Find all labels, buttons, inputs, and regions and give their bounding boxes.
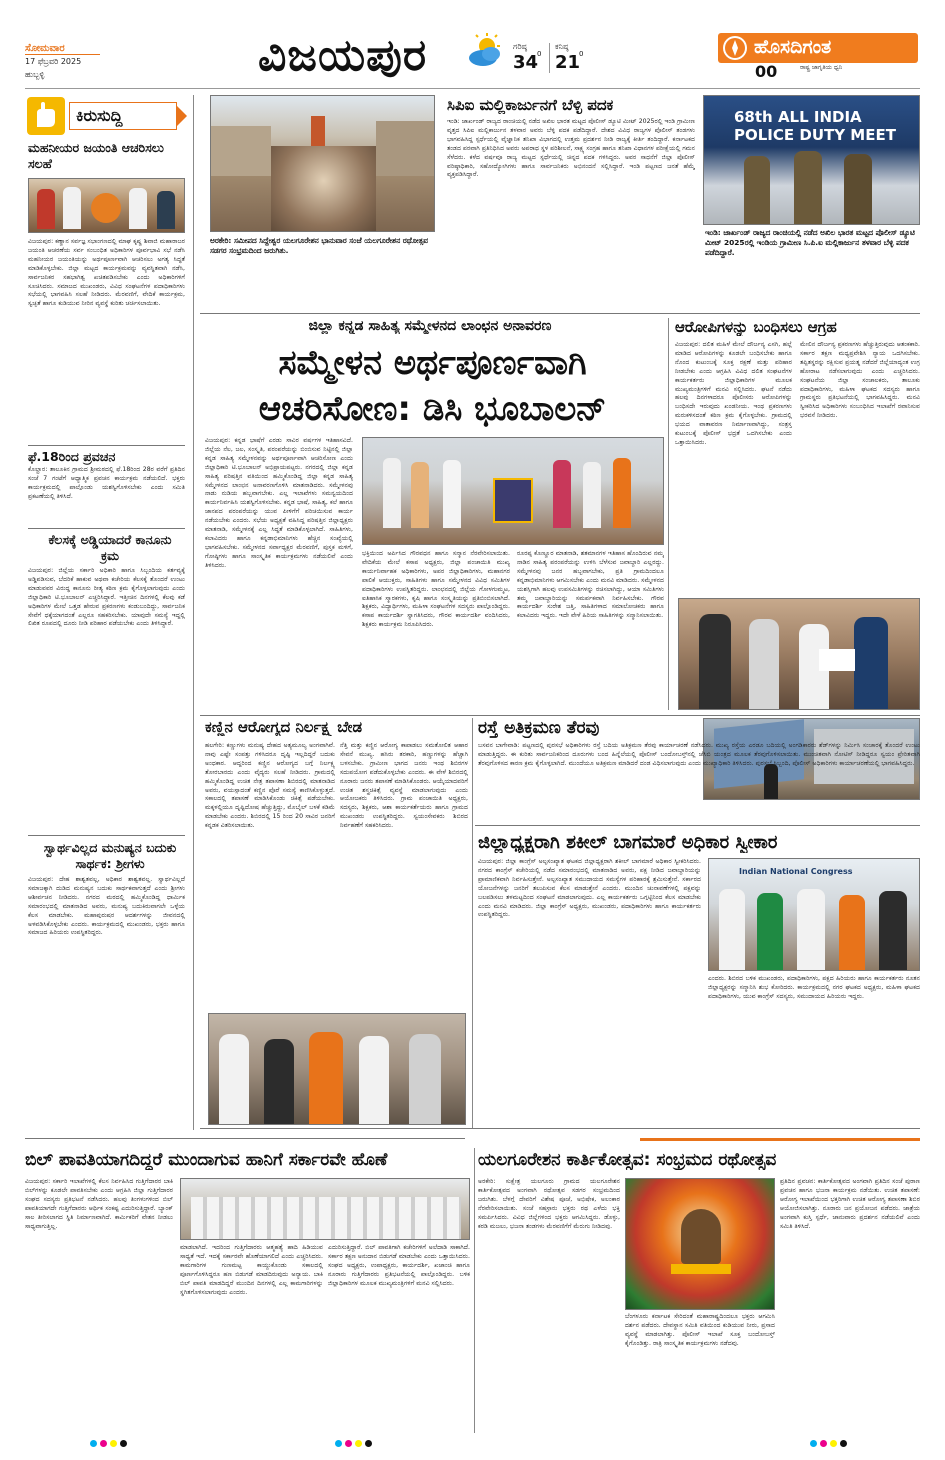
congress-office-photo <box>708 858 920 971</box>
congress-body: ವಿಜಯಪುರ: ಜಿಲ್ಲಾ ಕಾಂಗ್ರೆಸ್ ಅಲ್ಪಸಂಖ್ಯಾತ ಘಟಕದ ಜಿಲ್ಲಾಧ್ಯಕ್ಷರಾಗಿ ಶಕೀಲ್ ಬಾಗಮಾರೆ ಅಧಿಕಾರ ಸ್ವೀಕರಿಸಿದರು. ನಗರದ ಕಾಂಗ್ರೆಸ್ ಕಚೇರಿಯಲ್ಲಿ ನಡೆದ ಸಮಾರಂಭದಲ್ಲಿ ಮಾತನಾಡಿದ ಅವರು, ಪಕ್ಷ ನೀಡಿದ ಜವಾಬ್ದಾರಿಯನ್ನು ಪ್ರಾಮಾಣಿಕವಾಗಿ ನಿರ್ವಹಿಸುತ್ತೇನೆ. ಅಲ್ಪಸಂಖ್ಯಾತ ಸಮುದಾಯದ ಸಮಸ್ಯೆಗಳ ಪರಿಹಾರಕ್ಕೆ ಶ್ರಮಿಸುತ್ತೇನೆ. ಸರ್ಕಾರದ ಯೋಜನೆಗಳನ್ನು ಜನರಿಗೆ ತಲುಪಿಸುವ ಕೆಲಸ ಮಾಡುತ್ತೇನೆ ಎಂದರು. ಮುಂದಿನ ಚುನಾವಣೆಗಳಲ್ಲಿ ಪಕ್ಷವನ್ನು ಬಲಪಡಿಸಲು ತಳಮಟ್ಟದಿಂದ ಸಂಘಟನೆ ಮಾಡಲಾಗುವುದು. ಎಲ್ಲ ಕಾರ್ಯಕರ್ತರು ಒಗ್ಗಟ್ಟಿನಿಂದ ಕೆಲಸ ಮಾಡಬೇಕು ಎಂದು ಮನವಿ ಮಾಡಿದರು. ಜಿಲ್ಲಾ ಕಾಂಗ್ರೆಸ್ ಅಧ್ಯಕ್ಷರು, ಮುಖಂಡರು, ಪದಾಧಿಕಾರಿಗಳು ಹಾಗೂ ಕಾರ್ಯಕರ್ತರು ಉಪಸ್ಥಿತರಿದ್ದರು. <box>478 858 701 919</box>
road-body: ಬಸವನ ಬಾಗೇವಾಡಿ: ಪಟ್ಟಣದಲ್ಲಿ ಪುರಸಭೆ ಅಧಿಕಾರಿಗಳು ರಸ್ತೆ ಬದಿಯ ಅತಿಕ್ರಮಣ ತೆರವು ಕಾರ್ಯಾಚರಣೆ ನಡೆಸಿದರು. ಮುಖ್ಯ ರಸ್ತೆಯ ಎರಡೂ ಬದಿಯಲ್ಲಿ ಅಂಗಡಿಕಾರರು ಶೆಡ್‌ಗಳನ್ನು ನಿರ್ಮಿಸಿ ಸಂಚಾರಕ್ಕೆ ತೊಂದರೆ ಉಂಟು ಮಾಡುತ್ತಿದ್ದರು. ಈ ಕುರಿತು ಸಾರ್ವಜನಿಕರಿಂದ ದೂರುಗಳು ಬಂದ ಹಿನ್ನೆಲೆಯಲ್ಲಿ ಪೊಲೀಸ್ ಬಂದೋಬಸ್ತ್‌ನಲ್ಲಿ ಜೆಸಿಬಿ ಯಂತ್ರದ ಮೂಲಕ ತೆರವುಗೊಳಿಸಲಾಯಿತು. ಮುಂಚಿತವಾಗಿ ನೋಟಿಸ್ ನೀಡಿದ್ದರೂ ಸ್ವಯಂ ಪ್ರೇರಿತವಾಗಿ ತೆರವುಗೊಳಿಸದ ಕಾರಣ ಕ್ರಮ ಕೈಗೊಳ್ಳಲಾಗಿದೆ. ಮುಂದೆಯೂ ಅತಿಕ್ರಮಣ ಮಾಡಿದರೆ ದಂಡ ವಿಧಿಸಲಾಗುವುದು ಎಂದು ಮುಖ್ಯಾಧಿಕಾರಿ ತಿಳಿಸಿದರು. ಪುರಸಭೆ ಸಿಬ್ಬಂದಿ, ಪೊಲೀಸ್ ಅಧಿಕಾರಿಗಳು ಕಾರ್ಯಾಚರಣೆಯಲ್ಲಿ ಭಾಗವಹಿಸಿದ್ದರು. <box>478 742 920 767</box>
kirusuddi-banner <box>25 97 185 135</box>
road-headline: ರಸ್ತೆ ಅತಿಕ್ರಮಣ ತೆರವು <box>478 718 600 738</box>
kirusuddi-item-2-body: ಕೊಲ್ಹಾರ: ತಾಲೂಕಿನ ಗ್ರಾಮದ ಶ್ರೀಮಠದಲ್ಲಿ ಫೆ.18ರಿಂದ 28ರ ವರೆಗೆ ಪ್ರತಿದಿನ ಸಂಜೆ 7 ಗಂಟೆಗೆ ಆಧ್ಯಾತ್ಮಿಕ ಪ್ರವಚನ ಕಾರ್ಯಕ್ರಮ ನಡೆಯಲಿದೆ. ಭಕ್ತರು ಕಾರ್ಯಕ್ರಮದಲ್ಲಿ ಪಾಲ್ಗೊಂಡು ಯಶಸ್ವಿಗೊಳಿಸಬೇಕು ಎಂದು ಸಮಿತಿ ಪ್ರಕಟಣೆಯಲ್ಲಿ ತಿಳಿಸಿದೆ. <box>28 466 185 500</box>
masthead-date: 17 ಫೆಬ್ರವರಿ 2025 <box>25 57 82 66</box>
accused-body-col2: ಮೇಲಿನ ದೌರ್ಜನ್ಯ ಪ್ರಕರಣಗಳು ಹೆಚ್ಚುತ್ತಿರುವುದು ಆತಂಕಕಾರಿ. ಸರ್ಕಾರ ತಕ್ಷಣ ಮಧ್ಯಪ್ರವೇಶಿಸಿ ನ್ಯಾಯ ಒದಗಿಸಬೇಕು. ತಪ್ಪಿತಸ್ಥರನ್ನು ರಕ್ಷಿಸುವ ಪ್ರಯತ್ನ ನಡೆದರೆ ಜಿಲ್ಲೆಯಾದ್ಯಂತ ಉಗ್ರ ಹೋರಾಟ ನಡೆಸಲಾಗುವುದು ಎಂದು ಎಚ್ಚರಿಸಿದರು. ಸಂಘಟನೆಯ ಜಿಲ್ಲಾ ಸಂಚಾಲಕರು, ತಾಲೂಕು ಪದಾಧಿಕಾರಿಗಳು, ಮಹಿಳಾ ಘಟಕದ ಸದಸ್ಯರು ಹಾಗೂ ಗ್ರಾಮಸ್ಥರು ಪ್ರತಿಭಟನೆಯಲ್ಲಿ ಭಾಗವಹಿಸಿದ್ದರು. ಮನವಿ ಸ್ವೀಕರಿಸಿದ ಅಧಿಕಾರಿಗಳು ಸಂಬಂಧಿಸಿದ ಇಲಾಖೆಗೆ ರವಾನಿಸುವ ಭರವಸೆ ನೀಡಿದರು. <box>800 341 920 420</box>
accused-headline: ಆರೋಪಿಗಳನ್ನು ಬಂಧಿಸಲು ಆಗ್ರಹ <box>675 318 837 336</box>
registration-dots-center <box>335 1440 372 1447</box>
lead-body-col2: ಭಕ್ತಿಯಿಂದ ಅರ್ಪಿಸಿದ ಗೌರವಧನ ಹಾಗೂ ಸನ್ಮಾನ ನೆರವೇರಿಸಲಾಯಿತು. ವೇದಿಕೆಯ ಮೇಲೆ ಕಸಾಪ ಅಧ್ಯಕ್ಷರು, ಜಿಲ್ಲಾ ಪಂಚಾಯಿತಿ ಮುಖ್ಯ ಕಾರ್ಯನಿರ್ವಾಹಕ ಅಧಿಕಾರಿಗಳು, ಅಪರ ಜಿಲ್ಲಾಧಿಕಾರಿಗಳು, ಮಹಾನಗರ ಪಾಲಿಕೆ ಆಯುಕ್ತರು, ಸಾಹಿತಿಗಳು ಹಾಗೂ ಸಮ್ಮೇಳನದ ವಿವಿಧ ಸಮಿತಿಗಳ ಪದಾಧಿಕಾರಿಗಳು ಉಪಸ್ಥಿತರಿದ್ದರು. ಲಾಂಛನದಲ್ಲಿ ಜಿಲ್ಲೆಯ ಗೋಳಗುಮ್ಮಟ, ಐತಿಹಾಸಿಕ ಸ್ಮಾರಕಗಳು, ಕೃಷಿ ಹಾಗೂ ಸಂಸ್ಕೃತಿಯನ್ನು ಪ್ರತಿಬಿಂಬಿಸಲಾಗಿದೆ. ಶಿಕ್ಷಕರು, ವಿದ್ಯಾರ್ಥಿಗಳು, ಮಹಿಳಾ ಸಂಘಟನೆಗಳ ಸದಸ್ಯರು ಪಾಲ್ಗೊಂಡಿದ್ದರು. ಕಸಾಪ ಕಾರ್ಯದರ್ಶಿ ಸ್ವಾಗತಿಸಿದರು, ಗೌರವ ಕಾರ್ಯದರ್ಶಿ ವಂದಿಸಿದರು, ಶಿಕ್ಷಕರು ಕಾರ್ಯಕ್ರಮ ನಿರೂಪಿಸಿದರು. <box>362 550 510 629</box>
kirusuddi-item-4-title: ಸ್ವಾರ್ಥವಿಲ್ಲದ ಮನುಷ್ಯನ ಬದುಕು ಸಾರ್ಥಕ: ಶ್ರೀಗಳು <box>43 840 177 871</box>
edition-title: ವಿಜಯಪುರ <box>258 30 428 81</box>
kirusuddi-divider-2 <box>28 528 185 529</box>
kirusuddi-item-4-body: ವಿಜಯಪುರ: ದೇಹ ಶಾಶ್ವತವಲ್ಲ, ಅಧಿಕಾರ ಶಾಶ್ವತವಲ್ಲ. ಸ್ವಾರ್ಥವಿಲ್ಲದೆ ಸಮಾಜಕ್ಕಾಗಿ ದುಡಿದ ಮನುಷ್ಯನ ಬದುಕು ಸಾರ್ಥಕವಾಗುತ್ತದೆ ಎಂದು ಶ್ರೀಗಳು ಆಶೀರ್ವಚನ ನೀಡಿದರು. ನಗರದ ಮಠದಲ್ಲಿ ಹಮ್ಮಿಕೊಂಡಿದ್ದ ಧಾರ್ಮಿಕ ಸಮಾರಂಭದಲ್ಲಿ ಮಾತನಾಡಿದ ಅವರು, ಮನುಷ್ಯ ಬದುಕಿರುವಾಗಲೇ ಒಳ್ಳೆಯ ಕೆಲಸ ಮಾಡಬೇಕು. ಮಹಾಪುರುಷರ ಆದರ್ಶಗಳನ್ನು ಜೀವನದಲ್ಲಿ ಅಳವಡಿಸಿಕೊಳ್ಳಬೇಕು ಎಂದರು. ಕಾರ್ಯಕ್ರಮದಲ್ಲಿ ಮುಖಂಡರು, ಭಕ್ತರು ಹಾಗೂ ಸಮಾಜದ ಹಿರಿಯರು ಉಪಸ್ಥಿತರಿದ್ದರು. <box>28 876 185 937</box>
police-meet-photo <box>703 95 920 225</box>
health-headline: ಕಣ್ಣಿನ ಆರೋಗ್ಯದ ನಿರ್ಲಕ್ಷ್ಯ ಬೇಡ <box>205 718 363 736</box>
kirusuddi-label: ಕಿರುಸುದ್ದಿ <box>76 106 123 125</box>
lead-body-col1: ವಿಜಯಪುರ: ಕನ್ನಡ ಭಾಷೆಗೆ ಎರಡು ಸಾವಿರ ವರ್ಷಗಳ ಇತಿಹಾಸವಿದೆ. ಜಿಲ್ಲೆಯ ನೆಲ, ಜಲ, ಸಂಸ್ಕೃತಿ, ಪರಂಪರೆಯನ್ನು ಬಿಂಬಿಸುವ ನಿಟ್ಟಿನಲ್ಲಿ ಜಿಲ್ಲಾ ಕನ್ನಡ ಸಾಹಿತ್ಯ ಸಮ್ಮೇಳನವನ್ನು ಅರ್ಥಪೂರ್ಣವಾಗಿ ಆಚರಿಸೋಣ ಎಂದು ಜಿಲ್ಲಾಧಿಕಾರಿ ಟಿ.ಭೂಬಾಲನ್ ಅಭಿಪ್ರಾಯಪಟ್ಟರು. ನಗರದಲ್ಲಿ ಜಿಲ್ಲಾ ಕನ್ನಡ ಸಾಹಿತ್ಯ ಪರಿಷತ್ತಿನ ವತಿಯಿಂದ ಹಮ್ಮಿಕೊಂಡಿದ್ದ ಜಿಲ್ಲಾ ಕನ್ನಡ ಸಾಹಿತ್ಯ ಸಮ್ಮೇಳನದ ಲಾಂಛನ ಅನಾವರಣಗೊಳಿಸಿ ಮಾತನಾಡಿದರು. ಸಮ್ಮೇಳನವು ನಾಡು ನುಡಿಯ ಹಬ್ಬವಾಗಬೇಕು. ಎಲ್ಲ ಇಲಾಖೆಗಳು ಸಮನ್ವಯದಿಂದ ಕಾರ್ಯನಿರ್ವಹಿಸಿ ಯಶಸ್ವಿಗೊಳಿಸಬೇಕು. ಕನ್ನಡ ಭಾಷೆ, ಸಾಹಿತ್ಯ, ಕಲೆ ಹಾಗೂ ಜಾನಪದ ಪರಂಪರೆಯನ್ನು ಯುವ ಪೀಳಿಗೆಗೆ ಪರಿಚಯಿಸುವ ಕಾರ್ಯ ನಡೆಯಬೇಕು ಎಂದರು. ಸಭೆಯ ಅಧ್ಯಕ್ಷತೆ ವಹಿಸಿದ್ದ ಪರಿಷತ್ತಿನ ಜಿಲ್ಲಾಧ್ಯಕ್ಷರು ಮಾತನಾಡಿ, ಸಮ್ಮೇಳನಕ್ಕೆ ಎಲ್ಲ ಸಿದ್ಧತೆ ಮಾಡಿಕೊಳ್ಳಲಾಗಿದೆ. ಸಾಹಿತಿಗಳು, ಕಲಾವಿದರು ಹಾಗೂ ಕನ್ನಡಾಭಿಮಾನಿಗಳು ಹೆಚ್ಚಿನ ಸಂಖ್ಯೆಯಲ್ಲಿ ಭಾಗವಹಿಸಬೇಕು. ಸಮ್ಮೇಳನದ ಸರ್ವಾಧ್ಯಕ್ಷರ ಮೆರವಣಿಗೆ, ಪುಸ್ತಕ ಮಳಿಗೆ, ಗೋಷ್ಠಿಗಳು ಹಾಗೂ ಸಾಂಸ್ಕೃತಿಕ ಕಾರ್ಯಕ್ರಮಗಳು ನಡೆಯಲಿವೆ ಎಂದು ತಿಳಿಸಿದರು. <box>205 437 353 569</box>
accused-memo-photo <box>678 598 920 710</box>
bill-body-col2: ಮಾಡಲಾಗಿದೆ. ಇದರಿಂದ ಗುತ್ತಿಗೆದಾರರು ಆತ್ಮಹತ್ಯೆ ಹಾದಿ ಹಿಡಿಯುವ ಸಾಧ್ಯತೆ ಇದೆ. ಇದಕ್ಕೆ ಸರ್ಕಾರವೇ ಹೊಣೆಯಾಗಲಿದೆ ಎಂದು ಎಚ್ಚರಿಸಿದರು. ಕಾಮಗಾರಿಗಳ ಗುಣಮಟ್ಟ ಕಾಯ್ದುಕೊಂಡು ಸಕಾಲದಲ್ಲಿ ಪೂರ್ಣಗೊಳಿಸಿದ್ದರೂ ಹಣ ಬಿಡುಗಡೆ ಮಾಡದಿರುವುದು ಅನ್ಯಾಯ. ಬಾಕಿ ಬಿಲ್ ಪಾವತಿ ಮಾಡದಿದ್ದರೆ ಮುಂದಿನ ದಿನಗಳಲ್ಲಿ ಎಲ್ಲ ಕಾಮಗಾರಿಗಳನ್ನು ಸ್ಥಗಿತಗೊಳಿಸಲಾಗುವುದು ಎಂದರು. <box>180 1244 323 1296</box>
eye-camp-photo <box>208 1013 466 1125</box>
bill-body-col1: ವಿಜಯಪುರ: ಸರ್ಕಾರಿ ಇಲಾಖೆಗಳಲ್ಲಿ ಕೆಲಸ ನಿರ್ವಹಿಸಿದ ಗುತ್ತಿಗೆದಾರರ ಬಾಕಿ ಬಿಲ್‌ಗಳನ್ನು ಕೂಡಲೇ ಪಾವತಿಸಬೇಕು ಎಂದು ಆಗ್ರಹಿಸಿ ಜಿಲ್ಲಾ ಗುತ್ತಿಗೆದಾರರ ಸಂಘದ ಸದಸ್ಯರು ಪ್ರತಿಭಟನೆ ನಡೆಸಿದರು. ಹಲವು ತಿಂಗಳುಗಳಿಂದ ಬಿಲ್ ಪಾವತಿಯಾಗದೇ ಗುತ್ತಿಗೆದಾರರು ಆರ್ಥಿಕ ಸಂಕಷ್ಟ ಎದುರಿಸುತ್ತಿದ್ದಾರೆ. ಬ್ಯಾಂಕ್ ಸಾಲ ತೀರಿಸಲಾಗದ ಸ್ಥಿತಿ ನಿರ್ಮಾಣವಾಗಿದೆ. ಕಾರ್ಮಿಕರಿಗೆ ವೇತನ ನೀಡಲು ಸಾಧ್ಯವಾಗುತ್ತಿಲ್ಲ. <box>25 1178 173 1230</box>
rathotsava-body-col2: ಬೆಂಗಳೂರು ಕರ್ನಾಟಕ ಸೇರಿದಂತೆ ಮಹಾರಾಷ್ಟ್ರದಿಂದಲೂ ಭಕ್ತರು ಆಗಮಿಸಿ ದರ್ಶನ ಪಡೆದರು. ದೇವಸ್ಥಾನ ಸಮಿತಿ ವತಿಯಿಂದ ಕುಡಿಯುವ ನೀರು, ಪ್ರಸಾದ ವ್ಯವಸ್ಥೆ ಮಾಡಲಾಗಿತ್ತು. ಪೊಲೀಸ್ ಇಲಾಖೆ ಸೂಕ್ತ ಬಂದೋಬಸ್ತ್ ಕೈಗೊಂಡಿತ್ತು. ರಾತ್ರಿ ಸಾಂಸ್ಕೃತಿಕ ಕಾರ್ಯಕ್ರಮಗಳು ನಡೆದವು. <box>625 1313 775 1347</box>
kirusuddi-label-box <box>69 102 177 130</box>
kirusuddi-item-1-photo <box>28 178 185 233</box>
bottom-accent-bar-left <box>25 1138 465 1139</box>
rule-mid-band <box>200 715 920 716</box>
page-number: 00 <box>755 62 778 81</box>
kirusuddi-item-3-body: ವಿಜಯಪುರ: ಜಿಲ್ಲೆಯ ಸರ್ಕಾರಿ ಅಧಿಕಾರಿ ಹಾಗೂ ಸಿಬ್ಬಂದಿಯ ಕರ್ತವ್ಯಕ್ಕೆ ಅಡ್ಡಿಪಡಿಸುವ, ಬೆದರಿಕೆ ಹಾಕುವ ಅಥವಾ ಕಚೇರಿಯ ಕೆಲಸಕ್ಕೆ ತೊಂದರೆ ಉಂಟು ಮಾಡುವವರ ವಿರುದ್ಧ ಕಾನೂನು ರೀತ್ಯ ಕಠಿಣ ಕ್ರಮ ಕೈಗೊಳ್ಳಲಾಗುವುದು ಎಂದು ಜಿಲ್ಲಾಧಿಕಾರಿ ಟಿ.ಭೂಬಾಲನ್ ಎಚ್ಚರಿಸಿದ್ದಾರೆ. ಇತ್ತೀಚಿನ ದಿನಗಳಲ್ಲಿ ಕೆಲವು ಕಡೆ ಅಧಿಕಾರಿಗಳ ಮೇಲೆ ಒತ್ತಡ ಹೇರುವ ಪ್ರಕರಣಗಳು ಕಂಡುಬಂದಿದ್ದು, ಸಾರ್ವಜನಿಕ ಸೇವೆಗೆ ಧಕ್ಕೆಯಾಗದಂತೆ ಎಲ್ಲರೂ ಸಹಕರಿಸಬೇಕು. ಯಾವುದೇ ಸಮಸ್ಯೆ ಇದ್ದಲ್ಲಿ ಲಿಖಿತ ರೂಪದಲ್ಲಿ ದೂರು ನೀಡಿ ಪರಿಹಾರ ಪಡೆಯಬೇಕು ಎಂದು ತಿಳಿಸಿದ್ದಾರೆ. <box>28 567 185 628</box>
mallikarjun-headline: ಸಿಪಿಐ ಮಲ್ಲಿಕಾರ್ಜುನಗೆ ಬೆಳ್ಳಿ ಪದಕ <box>447 96 614 114</box>
weather-separator <box>549 43 550 73</box>
rathotsava-body-col3: ಪ್ರತಿದಿನ ಪ್ರವಚನ: ಕಾರ್ತಿಕೋತ್ಸವದ ಅಂಗವಾಗಿ ಪ್ರತಿದಿನ ಸಂಜೆ ಪುರಾಣ ಪ್ರವಚನ ಹಾಗೂ ಭಜನಾ ಕಾರ್ಯಕ್ರಮ ನಡೆಯಿತು. ಉಚಿತ ತಪಾಸಣೆ: ಆರೋಗ್ಯ ಇಲಾಖೆಯಿಂದ ಭಕ್ತರಿಗಾಗಿ ಉಚಿತ ಆರೋಗ್ಯ ತಪಾಸಣಾ ಶಿಬಿರ ಆಯೋಜಿಸಲಾಗಿತ್ತು. ನೂರಾರು ಜನ ಪ್ರಯೋಜನ ಪಡೆದರು. ಜಾತ್ರೆಯ ಅಂಗವಾಗಿ ಕುಸ್ತಿ ಸ್ಪರ್ಧೆ, ಜಾನುವಾರು ಪ್ರದರ್ಶನ ನಡೆಯಲಿವೆ ಎಂದು ಸಮಿತಿ ತಿಳಿಸಿದೆ. <box>780 1178 920 1230</box>
rathotsava-deity-photo <box>625 1178 775 1310</box>
congress-office-banner: Indian National Congress <box>739 867 853 876</box>
masthead-rule <box>25 88 920 89</box>
weather-max-value: 34 <box>513 52 539 73</box>
mid-band-rule <box>472 718 473 1128</box>
kirusuddi-item-3-title: ಕೆಲಸಕ್ಕೆ ಅಡ್ಡಿಯಾದರೆ ಕಾನೂನು ಕ್ರಮ <box>48 532 172 563</box>
kirusuddi-divider-3 <box>28 835 185 836</box>
weather-min-label: ಕನಿಷ್ಠ <box>555 42 569 51</box>
logo-tagline: ರಾಷ್ಟ್ರ ಜಾಗೃತಿಯ ಧ್ವನಿ <box>800 64 843 71</box>
congress-body-after-photo: ಎಂದರು. ಶಿಬಿರದ ಬಳಿಕ ಮುಖಂಡರು, ಪದಾಧಿಕಾರಿಗಳು, ಪಕ್ಷದ ಹಿರಿಯರು ಹಾಗೂ ಕಾರ್ಯಕರ್ತರು ನೂತನ ಜಿಲ್ಲಾಧ್ಯಕ್ಷರನ್ನು ಸನ್ಮಾನಿಸಿ ಶುಭ ಕೋರಿದರು. ಕಾರ್ಯಕ್ರಮದಲ್ಲಿ ನಗರ ಘಟಕದ ಅಧ್ಯಕ್ಷರು, ಮಹಿಳಾ ಘಟಕದ ಪದಾಧಿಕಾರಿಗಳು, ಯುವ ಕಾಂಗ್ರೆಸ್ ಸದಸ್ಯರು, ಸಮುದಾಯದ ಹಿರಿಯರು ಇದ್ದರು. <box>708 975 920 1000</box>
contractors-protest-photo <box>180 1178 470 1240</box>
rule-before-bottom <box>200 1128 920 1129</box>
registration-dots-right <box>810 1440 847 1447</box>
bottom-accent-bar <box>640 1138 920 1141</box>
rule-top-band <box>200 313 920 314</box>
rathotsava-body-col1: ಅರಕೇರಿ: ಸುಕ್ಷೇತ್ರ ಯಲಗೂರು ಗ್ರಾಮದ ಯಲಗೂರೇಶನ ಕಾರ್ತಿಕೋತ್ಸವದ ಅಂಗವಾಗಿ ರಥೋತ್ಸವ ಸಡಗರ ಸಂಭ್ರಮದಿಂದ ಜರುಗಿತು. ಬೆಳಗ್ಗೆ ದೇವರಿಗೆ ವಿಶೇಷ ಪೂಜೆ, ಅಭಿಷೇಕ, ಅಲಂಕಾರ ನೆರವೇರಿಸಲಾಯಿತು. ಸಂಜೆ ಸಹಸ್ರಾರು ಭಕ್ತರು ರಥ ಎಳೆದು ಭಕ್ತಿ ಸಮರ್ಪಿಸಿದರು. ವಿವಿಧ ಜಿಲ್ಲೆಗಳಿಂದ ಭಕ್ತರು ಆಗಮಿಸಿದ್ದರು. ಡೊಳ್ಳು, ಕರಡಿ ಮಜಲು, ಭಜನಾ ತಂಡಗಳು ಮೆರವಣಿಗೆಗೆ ಮೆರುಗು ನೀಡಿದವು. <box>478 1178 620 1230</box>
kirusuddi-divider-1 <box>28 445 185 446</box>
logo-name: ಹೊಸದಿಗಂತ <box>754 36 832 58</box>
lead-headline-line1: ಸಮ್ಮೇಳನ ಅರ್ಥಪೂರ್ಣವಾಗಿ <box>278 343 587 383</box>
hosadiganta-logo <box>718 33 918 63</box>
lead-body-col3: ರೂರಪ್ಪ ಕೊಣ್ಣೂರ ಮಾತನಾಡಿ, ಶತಮಾನಗಳ ಇತಿಹಾಸ ಹೊಂದಿರುವ ನಮ್ಮ ನಾಡಿನ ಸಾಹಿತ್ಯ ಪರಂಪರೆಯನ್ನು ಉಳಿಸಿ ಬೆಳೆಸುವ ಜವಾಬ್ದಾರಿ ಎಲ್ಲರದ್ದು. ಸಮ್ಮೇಳನವು ಜನರ ಹಬ್ಬವಾಗಬೇಕು, ಪ್ರತಿ ಗ್ರಾಮದಿಂದಲೂ ಕನ್ನಡಾಭಿಮಾನಿಗಳು ಆಗಮಿಸಬೇಕು ಎಂದು ಮನವಿ ಮಾಡಿದರು. ಸಮ್ಮೇಳನದ ಯಶಸ್ಸಿಗಾಗಿ ಹಲವು ಉಪಸಮಿತಿಗಳನ್ನು ರಚಿಸಲಾಗಿದ್ದು, ಆಯಾ ಸಮಿತಿಗಳು ತಮ್ಮ ಜವಾಬ್ದಾರಿಯನ್ನು ಸಮರ್ಪಕವಾಗಿ ನಿರ್ವಹಿಸಬೇಕು. ಗೌರವ ಕಾರ್ಯದರ್ಶಿ ಸುರೇಶ ಜತ್ತಿ, ಸಾಹಿತಿಗಳಾದ ಸಮಾಲೋಚಕರು ಹಾಗೂ ಕಲಾವಿದರು ಇದ್ದರು. ಇದೇ ವೇಳೆ ಹಿರಿಯ ಸಾಹಿತಿಗಳನ್ನು ಸನ್ಮಾನಿಸಲಾಯಿತು. <box>517 550 664 620</box>
police-meet-caption: ಇಂಡಿ: ಜಾರ್ಖಂಡ್ ರಾಜ್ಯದ ರಾಂಚಿಯಲ್ಲಿ ನಡೆದ ಅಖಿಲ ಭಾರತ ಮಟ್ಟದ ಪೊಲೀಸ್ ಡ್ಯೂಟಿ ಮೀಟ್ 2025ರಲ್ಲಿ ಇಂಡಿಯ ಗ್ರಾಮೀಣ ಸಿ.ಪಿ.ಐ ಮಲ್ಲಿಕಾರ್ಜುನ ತಳವಾರ ಬೆಳ್ಳಿ ಪದಕ ಪಡೆದಿದ್ದಾರೆ. <box>705 228 915 257</box>
bottom-rule <box>474 1148 475 1433</box>
rule-congress <box>475 825 920 826</box>
kirusuddi-item-1-body: ವಿಜಯಪುರ: ಕಣ್ಣಾನ ಸರ್ವಜ್ಞ ಸಭಾಂಗಣದಲ್ಲಿ ಮಾಘ ಕೃಷ್ಣ ಶಿವಾಜಿ ಮಹಾರಾಜರ ಜಯಂತಿ ಆಚರಣೆಯ ಸರ್ವ ಸಂಬಂಧಿತ ಅಧಿಕಾರಿಗಳ ಪೂರ್ವಭಾವಿ ಸಭೆ ನಡೆಸಿ ಮಹನೀಯರ ಜಯಂತಿಯನ್ನು ಅರ್ಥಪೂರ್ಣವಾಗಿ ಆಚರಿಸಲು ಅಗತ್ಯ ಸಿದ್ಧತೆ ಮಾಡಿಕೊಳ್ಳಬೇಕು. ಜಿಲ್ಲಾ ಮಟ್ಟದ ಕಾರ್ಯಕ್ರಮವನ್ನು ವ್ಯವಸ್ಥಿತವಾಗಿ ನಡೆಸಿ, ಸಾರ್ವಜನಿಕರ ಸಹಭಾಗಿತ್ವ ಖಚಿತಪಡಿಸಬೇಕು ಎಂದು ಅಧಿಕಾರಿಗಳಿಗೆ ಸೂಚಿಸಿದರು. ಸಮಾಜದ ಮುಖಂಡರು, ವಿವಿಧ ಸಂಘಟನೆಗಳ ಪದಾಧಿಕಾರಿಗಳು ಸಭೆಯಲ್ಲಿ ಭಾಗವಹಿಸಿ ಸಲಹೆ ನೀಡಿದರು. ಮೆರವಣಿಗೆ, ವೇದಿಕೆ ಕಾರ್ಯಕ್ರಮ, ಸ್ವಚ್ಛತೆ ಹಾಗೂ ಕುಡಿಯುವ ನೀರಿನ ವ್ಯವಸ್ಥೆ ಕುರಿತು ಚರ್ಚಿಸಲಾಯಿತು. <box>28 238 185 308</box>
masthead-day: ಸೋಮವಾರ <box>25 43 65 54</box>
festival-crowd-photo <box>210 95 435 232</box>
left-column-rule <box>193 95 194 1130</box>
bill-headline: ಬಿಲ್ ಪಾವತಿಯಾಗದಿದ್ದರೆ ಮುಂದಾಗುವ ಹಾನಿಗೆ ಸರ್ಕಾರವೇ ಹೊಣೆ <box>25 1150 388 1170</box>
kirusuddi-hand-icon <box>27 97 65 135</box>
logo-emblem-icon <box>723 36 747 60</box>
masthead <box>0 0 945 90</box>
congress-headline: ಜಿಲ್ಲಾಧ್ಯಕ್ಷರಾಗಿ ಶಕೀಲ್ ಬಾಗಮಾರೆ ಅಧಿಕಾರ ಸ್ವೀಕಾರ <box>478 832 778 853</box>
weather-icon <box>465 32 505 72</box>
lead-headline-line2: ಆಚರಿಸೋಣ: ಡಿಸಿ ಭೂಬಾಲನ್ <box>258 389 607 429</box>
lead-kicker: ಜಿಲ್ಲಾ ಕನ್ನಡ ಸಾಹಿತ್ಯ ಸಮ್ಮೇಳನದ ಲಾಂಛನ ಅನಾವರಣ <box>308 318 552 334</box>
lead-stage-photo <box>362 437 664 545</box>
masthead-divider <box>25 54 100 55</box>
bill-body-col3: ಎದುರಿಸುತ್ತಿದ್ದಾರೆ. ಬಿಲ್ ಪಾವತಿಗಾಗಿ ಕಚೇರಿಗಳಿಗೆ ಅಲೆದಾಡಿ ಸಾಕಾಗಿದೆ. ಸರ್ಕಾರ ತಕ್ಷಣ ಅನುದಾನ ಬಿಡುಗಡೆ ಮಾಡಬೇಕು ಎಂದು ಒತ್ತಾಯಿಸಿದರು. ಸಂಘದ ಅಧ್ಯಕ್ಷರು, ಉಪಾಧ್ಯಕ್ಷರು, ಕಾರ್ಯದರ್ಶಿ, ಖಜಾಂಚಿ ಹಾಗೂ ನೂರಾರು ಗುತ್ತಿಗೆದಾರರು ಪ್ರತಿಭಟನೆಯಲ್ಲಿ ಪಾಲ್ಗೊಂಡಿದ್ದರು. ಬಳಿಕ ಜಿಲ್ಲಾಧಿಕಾರಿಗಳ ಮೂಲಕ ಮುಖ್ಯಮಂತ್ರಿಗಳಿಗೆ ಮನವಿ ಸಲ್ಲಿಸಿದರು. <box>328 1244 470 1287</box>
kirusuddi-item-2-title: ಫೆ.18ರಿಂದ ಪ್ರವಚನ <box>28 449 116 464</box>
weather-max-degree: 0 <box>537 50 542 58</box>
health-body-col2: ನೆತ್ತಿ ಮತ್ತು ಕಣ್ಣಿನ ಆರೋಗ್ಯ ಕಾಪಾಡಲು ಸಮತೋಲಿತ ಆಹಾರ ಸೇವನೆ ಮುಖ್ಯ. ಹಸಿರು ತರಕಾರಿ, ಹಣ್ಣುಗಳನ್ನು ಹೆಚ್ಚಾಗಿ ಬಳಸಬೇಕು. ಗ್ರಾಮೀಣ ಭಾಗದ ಜನರು ಇಂಥ ಶಿಬಿರಗಳ ಸದುಪಯೋಗ ಪಡೆದುಕೊಳ್ಳಬೇಕು ಎಂದರು. ಈ ವೇಳೆ ಶಿಬಿರದಲ್ಲಿ ನೂರಾರು ಜನರು ತಪಾಸಣೆ ಮಾಡಿಸಿಕೊಂಡರು. ಆಯ್ಕೆಯಾದವರಿಗೆ ಉಚಿತ ಶಸ್ತ್ರಚಿಕಿತ್ಸೆ ವ್ಯವಸ್ಥೆ ಮಾಡಲಾಗುವುದು ಎಂದು ಆಯೋಜಕರು ತಿಳಿಸಿದರು. ಗ್ರಾಮ ಪಂಚಾಯಿತಿ ಅಧ್ಯಕ್ಷರು, ಸದಸ್ಯರು, ಶಿಕ್ಷಕರು, ಆಶಾ ಕಾರ್ಯಕರ್ತೆಯರು ಹಾಗೂ ಗ್ರಾಮದ ಮುಖಂಡರು ಉಪಸ್ಥಿತರಿದ್ದರು. ಸ್ವಯಂಸೇವಕರು ಶಿಬಿರದ ನಿರ್ವಹಣೆಗೆ ಸಹಕರಿಸಿದರು. <box>340 742 468 830</box>
weather-min-degree: 0 <box>579 50 584 58</box>
festival-crowd-caption: ಅರಕೇರಿ: ಸಮೀಪದ ಸಿದ್ದೇಶ್ವರ ಯಲಗೂರೇಶನ ಭಾನುವಾರ ಸಂಜೆ ಯಲಗೂರೇಶನ ರಥೋತ್ಸವ ಸಡಗರ ಸಂಭ್ರಮದಿಂದ ಜರುಗಿತು. <box>210 236 428 255</box>
weather-min-value: 21 <box>555 52 581 73</box>
lead-right-rule <box>668 318 669 710</box>
masthead-city: ಹುಬ್ಬಳ್ಳಿ <box>25 70 45 79</box>
police-meet-banner: 68th ALL INDIA POLICE DUTY MEET <box>734 108 896 144</box>
rathotsava-headline: ಯಲಗೂರೇಶನ ಕಾರ್ತಿಕೋತ್ಸವ: ಸಂಭ್ರಮದ ರಥೋತ್ಸವ <box>478 1150 777 1170</box>
weather-max-label: ಗರಿಷ್ಠ <box>513 42 527 51</box>
mallikarjun-body: ಇಂಡಿ: ಜಾರ್ಖಂಡ್ ರಾಜ್ಯದ ರಾಂಚಿಯಲ್ಲಿ ನಡೆದ ಅಖಿಲ ಭಾರತ ಮಟ್ಟದ ಪೊಲೀಸ್ ಡ್ಯೂಟಿ ಮೀಟ್ 2025ರಲ್ಲಿ ಇಂಡಿ ಗ್ರಾಮೀಣ ವೃತ್ತದ ಸಿಪಿಐ ಮಲ್ಲಿಕಾರ್ಜುನ ತಳವಾರ ಅವರು ಬೆಳ್ಳಿ ಪದಕ ಪಡೆದಿದ್ದಾರೆ. ದೇಶದ ವಿವಿಧ ರಾಜ್ಯಗಳ ಪೊಲೀಸ್ ತಂಡಗಳು ಭಾಗವಹಿಸಿದ್ದ ಸ್ಪರ್ಧೆಯಲ್ಲಿ ವೈಜ್ಞಾನಿಕ ತನಿಖಾ ವಿಭಾಗದಲ್ಲಿ ಉತ್ತಮ ಪ್ರದರ್ಶನ ನೀಡಿ ರಾಜ್ಯಕ್ಕೆ ಕೀರ್ತಿ ತಂದಿದ್ದಾರೆ. ಕರ್ನಾಟಕದ ತಂಡದ ಪರವಾಗಿ ಪ್ರತಿನಿಧಿಸಿದ ಅವರು ಅಪರಾಧ ಸ್ಥಳ ಪರಿಶೀಲನೆ, ಸಾಕ್ಷ್ಯ ಸಂಗ್ರಹ ಹಾಗೂ ತನಿಖಾ ವಿಧಾನಗಳ ಪರೀಕ್ಷೆಯಲ್ಲಿ ಗಮನ ಸೆಳೆದರು. ಕಳೆದ ವರ್ಷವೂ ರಾಜ್ಯ ಮಟ್ಟದ ಸ್ಪರ್ಧೆಯಲ್ಲಿ ಚಿನ್ನದ ಪದಕ ಗಳಿಸಿದ್ದರು. ಅವರ ಸಾಧನೆಗೆ ಜಿಲ್ಲಾ ಪೊಲೀಸ್ ವರಿಷ್ಠಾಧಿಕಾರಿ, ಸಹೋದ್ಯೋಗಿಗಳು ಹಾಗೂ ಸಾರ್ವಜನಿಕರು ಅಭಿನಂದನೆ ಸಲ್ಲಿಸಿದ್ದಾರೆ. ಇಂಡಿ ಪಟ್ಟಣದ ಜನತೆ ಹೆಮ್ಮೆ ವ್ಯಕ್ತಪಡಿಸಿದ್ದಾರೆ. <box>447 118 695 179</box>
kirusuddi-item-1-title: ಮಹನೀಯರ ಜಯಂತಿ ಆಚರಿಸಲು ಸಲಹೆ <box>28 140 164 171</box>
accused-body-col1: ವಿಜಯಪುರ: ದಲಿತ ಮಹಿಳೆ ಮೇಲೆ ದೌರ್ಜನ್ಯ ಎಸಗಿ, ಹಲ್ಲೆ ಮಾಡಿದ ಆರೋಪಿಗಳನ್ನು ಕೂಡಲೇ ಬಂಧಿಸಬೇಕು ಹಾಗೂ ನೊಂದ ಕುಟುಂಬಕ್ಕೆ ಸೂಕ್ತ ರಕ್ಷಣೆ ಮತ್ತು ಪರಿಹಾರ ನೀಡಬೇಕು ಎಂದು ಆಗ್ರಹಿಸಿ ವಿವಿಧ ದಲಿತ ಸಂಘಟನೆಗಳ ಕಾರ್ಯಕರ್ತರು ಜಿಲ್ಲಾಧಿಕಾರಿಗಳ ಮೂಲಕ ಮುಖ್ಯಮಂತ್ರಿಗಳಿಗೆ ಮನವಿ ಸಲ್ಲಿಸಿದರು. ಘಟನೆ ನಡೆದು ಹಲವು ದಿನಗಳಾದರೂ ಪೊಲೀಸರು ಆರೋಪಿಗಳನ್ನು ಬಂಧಿಸದೇ ಇರುವುದು ಖಂಡನೀಯ. ಇಂಥ ಪ್ರಕರಣಗಳು ಮರುಕಳಿಸದಂತೆ ಕಠಿಣ ಕ್ರಮ ಕೈಗೊಳ್ಳಬೇಕು. ಗ್ರಾಮದಲ್ಲಿ ಭಯದ ವಾತಾವರಣ ನಿರ್ಮಾಣವಾಗಿದ್ದು, ಸಂತ್ರಸ್ತ ಕುಟುಂಬಕ್ಕೆ ಪೊಲೀಸ್ ಭದ್ರತೆ ಒದಗಿಸಬೇಕು ಎಂದು ಒತ್ತಾಯಿಸಿದರು. <box>675 341 792 446</box>
kirusuddi-arrow-icon <box>177 106 187 126</box>
registration-dots-left <box>90 1440 127 1447</box>
health-body-col1: ಹಲಗೇರಿ: ಕಣ್ಣುಗಳು ಮನುಷ್ಯ ದೇಹದ ಅತ್ಯಮೂಲ್ಯ ಅಂಗವಾಗಿವೆ. ನಾವು ಎಷ್ಟೇ ಸಂಪತ್ತು ಗಳಿಸಿದರೂ ದೃಷ್ಟಿ ಇಲ್ಲದಿದ್ದರೆ ಬದುಕು ಅಂಧಕಾರ. ಆದ್ದರಿಂದ ಕಣ್ಣಿನ ಆರೋಗ್ಯದ ಬಗ್ಗೆ ನಿರ್ಲಕ್ಷ್ಯ ತೋರಬಾರದು ಎಂದು ವೈದ್ಯರು ಸಲಹೆ ನೀಡಿದರು. ಗ್ರಾಮದಲ್ಲಿ ಹಮ್ಮಿಕೊಂಡಿದ್ದ ಉಚಿತ ನೇತ್ರ ತಪಾಸಣಾ ಶಿಬಿರದಲ್ಲಿ ಮಾತನಾಡಿದ ಅವರು, ವಯಸ್ಸಾದಂತೆ ಕಣ್ಣಿನ ಪೊರೆ ಸಮಸ್ಯೆ ಕಾಣಿಸಿಕೊಳ್ಳುತ್ತದೆ. ಸಕಾಲದಲ್ಲಿ ತಪಾಸಣೆ ಮಾಡಿಸಿಕೊಂಡು ಚಿಕಿತ್ಸೆ ಪಡೆಯಬೇಕು. ಮಕ್ಕಳಲ್ಲಿಯೂ ದೃಷ್ಟಿದೋಷ ಹೆಚ್ಚುತ್ತಿದ್ದು, ಮೊಬೈಲ್ ಬಳಕೆ ಕಡಿಮೆ ಮಾಡಬೇಕು ಎಂದರು. ಶಿಬಿರದಲ್ಲಿ 15 ರಿಂದ 20 ಸಾವಿರ ಜನರಿಗೆ ಕನ್ನಡಕ ವಿತರಿಸಲಾಯಿತು. <box>205 742 335 830</box>
